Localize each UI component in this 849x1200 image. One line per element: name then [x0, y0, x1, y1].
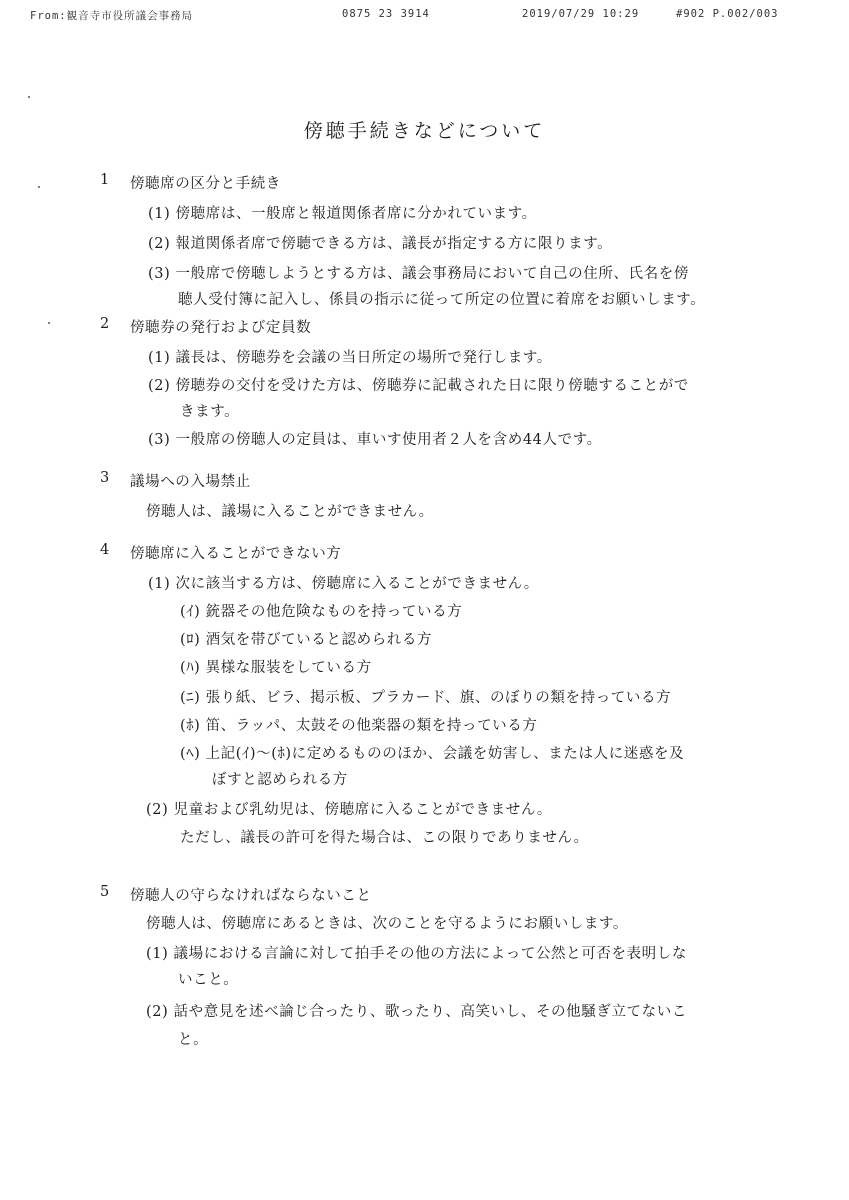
list-item: (3) 一般席の傍聴人の定員は、車いす使用者２人を含め44人です。: [148, 432, 602, 448]
section-title: 傍聴人の守らなければならないこと: [130, 888, 372, 904]
fax-datetime: 2019/07/29 10:29: [522, 8, 640, 20]
section-number: 5: [100, 884, 110, 900]
page-title: 傍聴手続きなどについて: [303, 120, 546, 142]
list-item-continuation: ただし、議長の許可を得た場合は、この限りでありません。: [180, 830, 589, 846]
section-title: 議場への入場禁止: [130, 474, 251, 490]
list-item: (1) 議場における言論に対して拍手その他の方法によって公然と可否を表明しな: [146, 946, 687, 962]
paragraph: 傍聴人は、傍聴席にあるときは、次のことを守るようにお願いします。: [146, 916, 629, 932]
scan-speck: [28, 96, 30, 98]
fax-page-indicator: #902 P.002/003: [676, 8, 779, 20]
section-number: 3: [100, 470, 110, 486]
sub-list-item: (ﾎ) 笛、ラッパ、太鼓その他楽器の類を持っている方: [180, 718, 538, 734]
list-item: (2) 報道関係者席で傍聴できる方は、議長が指定する方に限ります。: [148, 236, 613, 252]
fax-header: [30, 8, 819, 24]
sub-list-item: (ｲ) 銃器その他危険なものを持っている方: [180, 604, 463, 620]
fax-sender: From:観音寺市役所議会事務局: [30, 10, 194, 22]
list-item: (1) 傍聴席は、一般席と報道関係者席に分かれています。: [148, 206, 537, 222]
list-item: (2) 話や意見を述べ論じ合ったり、歌ったり、高笑いし、その他騒ぎ立てないこ: [146, 1004, 687, 1020]
section-number: 2: [100, 316, 110, 332]
sub-list-item-continuation: ぼすと認められる方: [212, 772, 348, 788]
sub-list-item: (ﾍ) 上記(ｲ)～(ﾎ)に定めるもののほか、会議を妨害し、または人に迷惑を及: [180, 746, 685, 762]
scan-speck: [48, 322, 50, 324]
sub-list-item: (ﾆ) 張り紙、ビラ、掲示板、プラカード、旗、のぼりの類を持っている方: [180, 690, 672, 706]
list-item: (1) 次に該当する方は、傍聴席に入ることができません。: [148, 576, 539, 592]
section-title: 傍聴席の区分と手続き: [130, 176, 281, 192]
paragraph: 傍聴人は、議場に入ることができません。: [146, 504, 434, 520]
list-item: (1) 議長は、傍聴券を会議の当日所定の場所で発行します。: [148, 350, 552, 366]
list-item: (2) 傍聴券の交付を受けた方は、傍聴券に記載された日に限り傍聴することがで: [148, 378, 689, 394]
section-number: 1: [100, 172, 110, 188]
list-item: (3) 一般席で傍聴しようとする方は、議会事務局において自己の住所、氏名を傍: [148, 266, 689, 282]
section-title: 傍聴券の発行および定員数: [130, 320, 312, 336]
sub-list-item: (ﾊ) 異様な服装をしている方: [180, 660, 372, 676]
scan-speck: [38, 186, 40, 188]
fax-number: 0875 23 3914: [342, 8, 430, 20]
list-item: (2) 児童および乳幼児は、傍聴席に入ることができません。: [146, 802, 552, 818]
section-title: 傍聴席に入ることができない方: [130, 546, 342, 562]
list-item-continuation: いこと。: [178, 972, 239, 988]
section-number: 4: [100, 542, 110, 558]
list-item-continuation: と。: [178, 1032, 209, 1048]
list-item-continuation: 聴人受付簿に記入し、係員の指示に従って所定の位置に着席をお願いします。: [178, 292, 706, 308]
list-item-continuation: きます。: [180, 404, 240, 420]
sub-list-item: (ﾛ) 酒気を帯びていると認められる方: [180, 632, 433, 648]
